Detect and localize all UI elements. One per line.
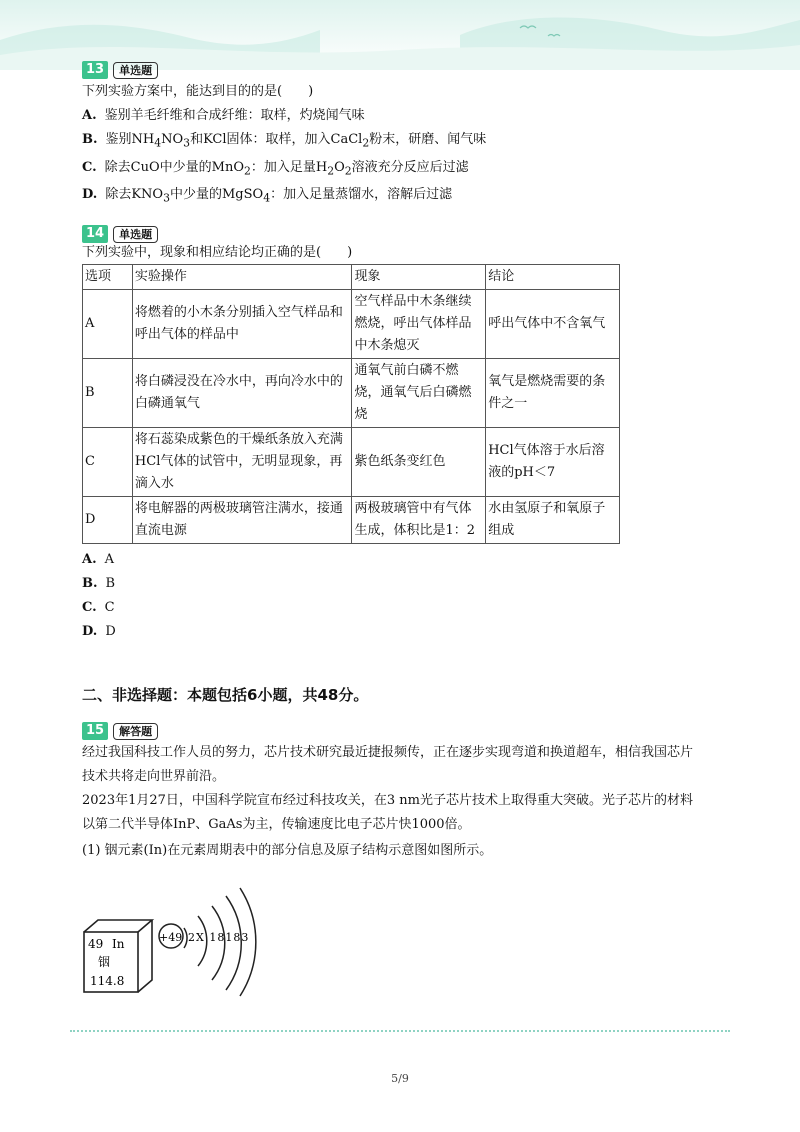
option-c: C. C <box>82 600 115 615</box>
option-a: A. A <box>82 552 115 567</box>
question-13 <box>82 61 486 211</box>
option-d: D. D <box>82 624 116 639</box>
table-cell-operation: 将白磷浸没在冷水中，再向冷水中的白磷通氧气 <box>132 359 352 428</box>
table-cell-conclusion: 水由氢原子和氧原子组成 <box>486 497 620 544</box>
paragraph: 2023年1月27日，中国科学院宣布经过科技攻关，在3 nm光子芯片技术上取得重大突破。光子芯片的材料以第二代半导体InP、GaAs为主，传输速度比电子芯片快1000倍。 <box>82 793 694 832</box>
table-cell-conclusion: 氧气是燃烧需要的条件之一 <box>486 359 620 428</box>
sub-question-1: (1) 铟元素(In)在元素周期表中的部分信息及原子结构示意图如图所示。 <box>82 843 493 858</box>
question-stem: 下列实验中，现象和相应结论均正确的是( ) <box>82 245 353 260</box>
nucleus-charge: +49 <box>159 931 183 944</box>
paragraph: 经过我国科技工作人员的努力，芯片技术研究最近捷报频传，正在逐步实现弯道和换道超车，相信我国芯片技术共将走向世界前沿。 <box>82 745 694 784</box>
page-number: 5/9 <box>391 1072 409 1085</box>
table-cell-conclusion: 呼出气体中不含氧气 <box>486 290 620 359</box>
question-number: 13 <box>82 61 108 79</box>
question-type-badge: 单选题 <box>113 62 158 79</box>
header-banner <box>0 0 800 70</box>
question-stem: 下列实验方案中，能达到目的的是( ) <box>82 84 314 99</box>
table-cell-option: C <box>83 428 133 497</box>
table-row <box>83 359 620 428</box>
option-c: C. 除去CuO中少量的MnO$_2$：加入足量$H_2O_2$溶液充分反应后过滤 <box>82 159 469 178</box>
option-b: B. B <box>82 576 116 591</box>
table-header-row <box>83 265 620 290</box>
table-cell-phenomenon: 两极玻璃管中有气体生成，体积比是1：2 <box>352 497 486 544</box>
table-cell-operation: 将燃着的小木条分别插入空气样品和呼出气体的样品中 <box>132 290 352 359</box>
electron-shells: 2X 18183 <box>188 931 250 944</box>
option-a: A. 鉴别羊毛纤维和合成纤维：取样，灼烧闻气味 <box>82 108 365 123</box>
question-14 <box>82 225 620 644</box>
question-type-badge: 单选题 <box>113 226 158 243</box>
table-cell-phenomenon: 紫色纸条变红色 <box>352 428 486 497</box>
option-d: D. 除去$KNO_3$中少量的MgSO$_4$：加入足量蒸馏水，溶解后过滤 <box>82 187 453 205</box>
table-cell-option: D <box>83 497 133 544</box>
table-cell-phenomenon: 空气样品中木条继续燃烧，呼出气体样品中木条熄灭 <box>352 290 486 359</box>
section-heading: 二、非选择题：本题包括6小题，共48分。 <box>82 686 369 704</box>
element-name: 铟 <box>98 955 111 969</box>
footer-divider <box>70 1030 730 1032</box>
table-cell-phenomenon: 通氧气前白磷不燃烧，通氧气后白磷燃烧 <box>352 359 486 428</box>
table-header-cell: 结论 <box>486 265 620 290</box>
question-number: 14 <box>82 225 108 243</box>
option-b: B. 鉴别$NH_4NO_3$和KCl固体：取样，加入CaCl$_2$粉末，研磨、闻气味 <box>82 132 487 150</box>
element-mass: 114.8 <box>90 974 125 988</box>
question-number: 15 <box>82 722 108 740</box>
indium-figure <box>76 870 276 1000</box>
question-15 <box>82 722 702 863</box>
table-cell-operation: 将电解器的两极玻璃管注满水，接通直流电源 <box>132 497 352 544</box>
table-cell-conclusion: HCl气体溶于水后溶液的pH＜7 <box>486 428 620 497</box>
experiment-table <box>82 264 620 544</box>
element-number: 49 <box>88 937 104 951</box>
table-cell-option: A <box>83 290 133 359</box>
question-type-badge: 解答题 <box>113 723 158 740</box>
table-header-cell: 实验操作 <box>132 265 352 290</box>
table-cell-operation: 将石蕊染成紫色的干燥纸条放入充满HCl气体的试管中，无明显现象，再滴入水 <box>132 428 352 497</box>
table-header-cell: 选项 <box>83 265 133 290</box>
element-symbol: In <box>112 937 125 951</box>
table-row <box>83 428 620 497</box>
table-row <box>83 497 620 544</box>
table-cell-option: B <box>83 359 133 428</box>
table-header-cell: 现象 <box>352 265 486 290</box>
table-row <box>83 290 620 359</box>
